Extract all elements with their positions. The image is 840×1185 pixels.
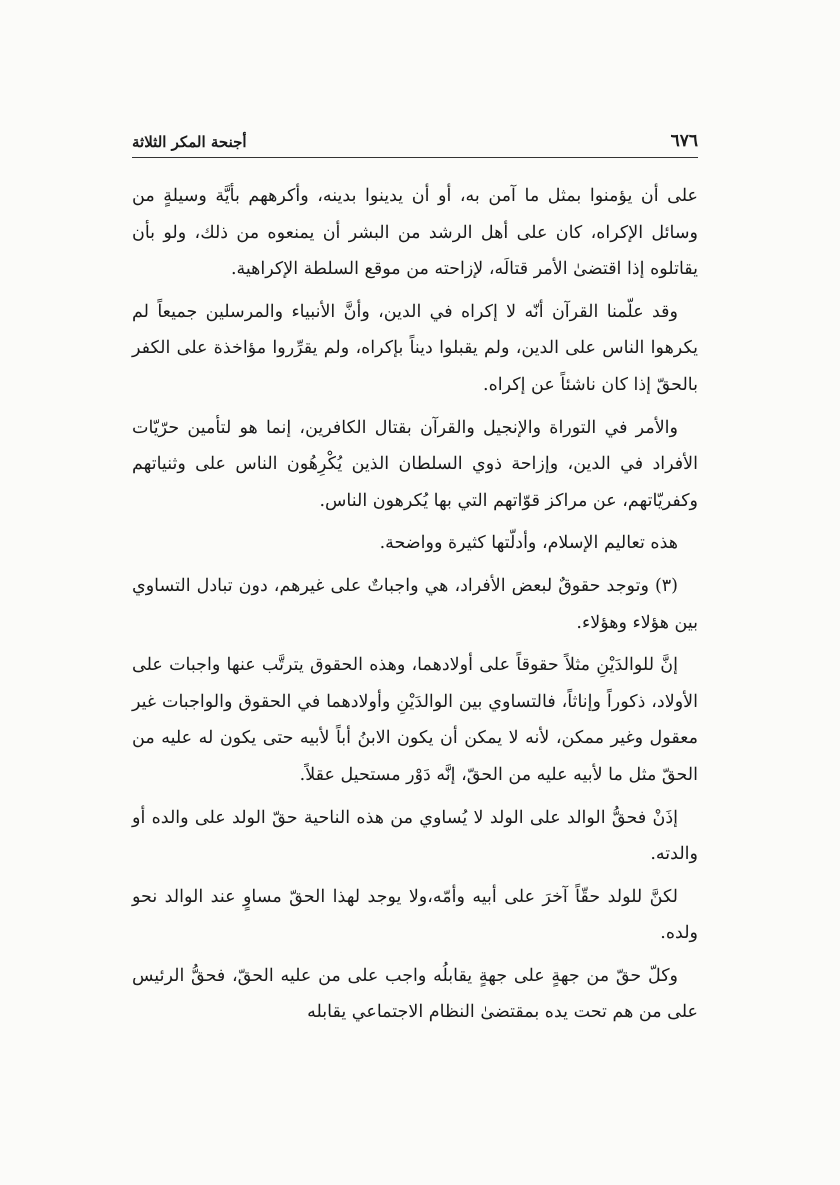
page-body bbox=[132, 178, 698, 1037]
paragraph-continuation: على أن يؤمنوا بمثل ما آمن به، أو أن يدينوا بدينه، وأكرههم بأيَّة وسيلةٍ من وسائل الإكراه، كان على أهل الرشد من البشر أن يمنعوه من ذلك، ولو بأن يقاتلوه إذا اقتضىٰ الأمر قتالَه، لإزاحته من موقع السلطة الإكراهية. bbox=[132, 186, 698, 280]
paragraph-islam-teachings: هذه تعاليم الإسلام، وأدلّتها كثيرة وواضحة. bbox=[379, 533, 678, 554]
page-header bbox=[132, 120, 698, 158]
running-title: أجنحة المكر الثلاثة bbox=[132, 133, 247, 151]
paragraph-every-right: وكلّ حقّ من جهةٍ على جهةٍ يقابلُه واجب على من عليه الحقّ، فحقُّ الرئيس على من هم تحت يده بمقتضىٰ النظام الاجتماعي يقابله bbox=[132, 965, 698, 1023]
page-number: ٦٧٦ bbox=[670, 131, 698, 151]
paragraph-quran-no-compulsion: وقد علّمنا القرآن أنّه لا إكراه في الدين، وأنَّ الأنبياء والمرسلين جميعاً لم يكرهوا الناس على الدين، ولم يقبلوا ديناً بإكراه، ولم يقرِّروا مؤاخذة على الكفر بالحقّ إذا كان ناشئاً عن إكراه. bbox=[132, 301, 698, 395]
paragraph-point-3: (٣) وتوجد حقوقٌ لبعض الأفراد، هي واجباتٌ على غيرهم، دون تبادل التساوي بين هؤلاء وهؤلاء. bbox=[132, 575, 698, 633]
paragraph-scriptures-fighting: والأمر في التوراة والإنجيل والقرآن بقتال الكافرين، إنما هو لتأمين حرّيّات الأفراد في الدين، وإزاحة ذوي السلطان الذين يُكْرِهُون الناس على وثنياتهم وكفريّاتهم، عن مراكز قوّاتهم التي بها يُكرهون الناس. bbox=[132, 417, 698, 511]
paragraph-parents-rights: إنَّ للوالدَيْنِ مثلاً حقوقاً على أولادهما، وهذه الحقوق يترتَّب عنها واجبات على الأولاد، ذكوراً وإناثاً، فالتساوي بين الوالدَيْنِ وأولادهما في الحقوق والواجبات غير معقول وغير ممكن، لأنه لا يمكن أن يكون الابنُ أباً لأبيه حتى يكون له عليه من الحقّ مثل ما لأبيه عليه من الحقّ، إنَّه دَوْر مستحيل عقلاً. bbox=[132, 655, 698, 785]
paragraph-child-right: لكنَّ للولد حقّاً آخرَ على أبيه وأمّه،ولا يوجد لهذا الحقّ مساوٍ عند الوالد نحو ولده. bbox=[132, 886, 698, 944]
paragraph-father-right: إذَنْ فحقُّ الوالد على الولد لا يُساوي من هذه الناحية حقّ الولد على والده أو والدته. bbox=[132, 807, 698, 865]
